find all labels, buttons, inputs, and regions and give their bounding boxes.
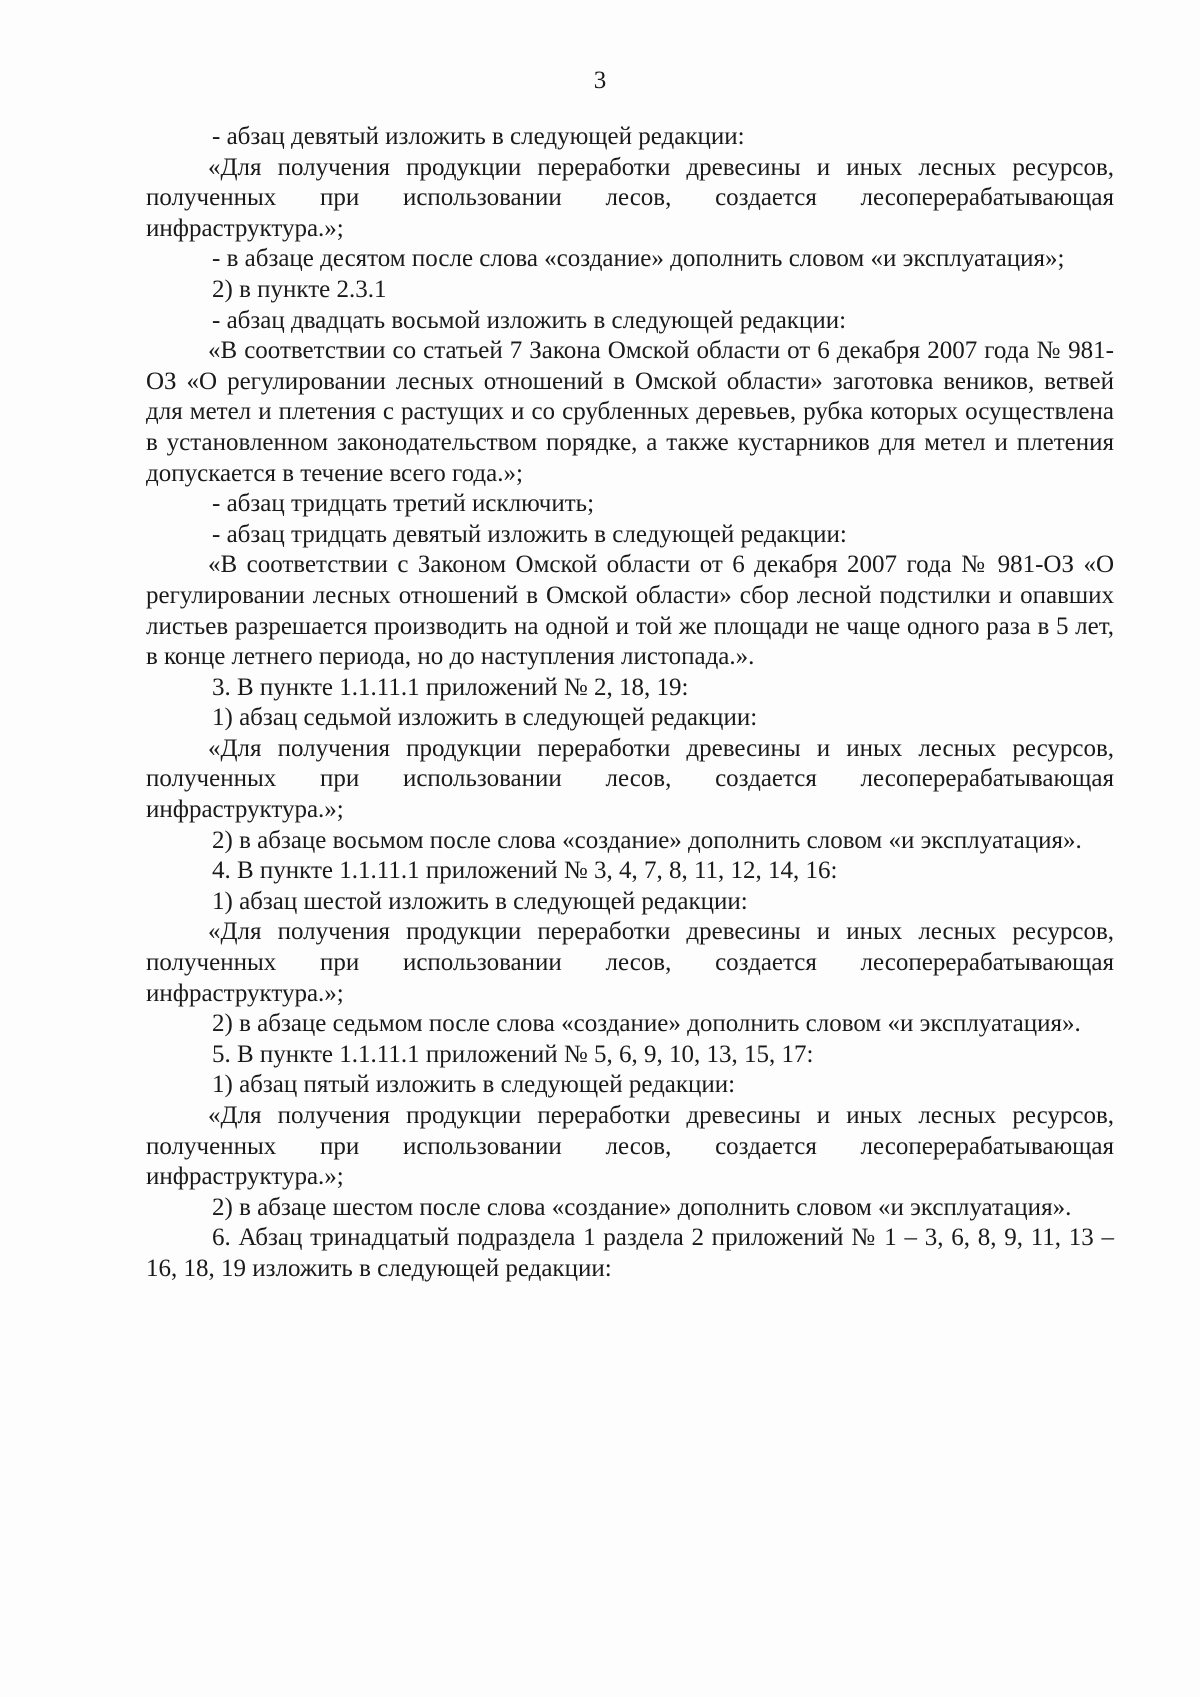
paragraph: 2) в абзаце шестом после слова «создание» дополнить словом «и эксплуатация». <box>212 1193 1072 1221</box>
quoted-paragraph: «Для получения продукции переработки древесины и иных лесных ресурсов, полученных при использовании лесов, создается лесоперерабатывающая инфраструктура.»; <box>146 1102 1114 1191</box>
paragraph: - абзац двадцать восьмой изложить в следующей редакции: <box>212 306 847 334</box>
paragraph: 1) абзац седьмой изложить в следующей редакции: <box>212 704 758 732</box>
quoted-paragraph: «Для получения продукции переработки древесины и иных лесных ресурсов, полученных при использовании лесов, создается лесоперерабатывающая инфраструктура.»; <box>146 153 1114 242</box>
paragraph: - абзац девятый изложить в следующей редакции: <box>212 123 745 150</box>
paragraph: 3. В пункте 1.1.11.1 приложений № 2, 18, 19: <box>212 673 689 701</box>
paragraph: 1) абзац пятый изложить в следующей редакции: <box>212 1071 736 1099</box>
page-number: 3 <box>593 67 607 94</box>
paragraph: 5. В пункте 1.1.11.1 приложений № 5, 6, 9, 10, 13, 15, 17: <box>212 1040 814 1068</box>
quoted-paragraph: «В соответствии с Законом Омской области от 6 декабря 2007 года № 981-ОЗ «О регулировании лесных отношений в Омской области» сбор лесной подстилки и опавших листьев разрешается производить на одной и той же площади не чаще одного раза в 5 лет, в конце летнего периода, но до наступления листопада.». <box>146 551 1114 671</box>
paragraph: 2) в абзаце восьмом после слова «создание» дополнить словом «и эксплуатация». <box>212 826 1082 854</box>
paragraph: 6. Абзац тринадцатый подраздела 1 раздела 2 приложений № 1 – 3, 6, 8, 9, 11, 13 – 16, 18, 19 изложить в следующей редакции: <box>146 1224 1114 1282</box>
quoted-paragraph: «В соответствии со статьей 7 Закона Омской области от 6 декабря 2007 года № 981-ОЗ «О регулировании лесных отношений в Омской области» заготовка веников, ветвей для метел и плетения с растущих и со срубленных деревьев, рубка которых осуществлена в установленном законодательством порядке, а также кустарников для метел и плетения допускается в течение всего года.»; <box>146 337 1114 487</box>
paragraph: 2) в абзаце седьмом после слова «создание» дополнить словом «и эксплуатация». <box>212 1010 1081 1038</box>
document-body <box>146 122 1114 1285</box>
paragraph: 2) в пункте 2.3.1 <box>212 275 387 303</box>
quoted-paragraph: «Для получения продукции переработки древесины и иных лесных ресурсов, полученных при использовании лесов, создается лесоперерабатывающая инфраструктура.»; <box>146 918 1114 1007</box>
quoted-paragraph: «Для получения продукции переработки древесины и иных лесных ресурсов, полученных при использовании лесов, создается лесоперерабатывающая инфраструктура.»; <box>146 734 1114 824</box>
paragraph: - абзац тридцать девятый изложить в следующей редакции: <box>212 520 847 548</box>
paragraph: 1) абзац шестой изложить в следующей редакции: <box>212 887 748 915</box>
paragraph: - абзац тридцать третий исключить; <box>212 490 595 518</box>
paragraph: - в абзаце десятом после слова «создание» дополнить словом «и эксплуатация»; <box>212 245 1065 273</box>
paragraph: 4. В пункте 1.1.11.1 приложений № 3, 4, 7, 8, 11, 12, 14, 16: <box>212 857 838 885</box>
